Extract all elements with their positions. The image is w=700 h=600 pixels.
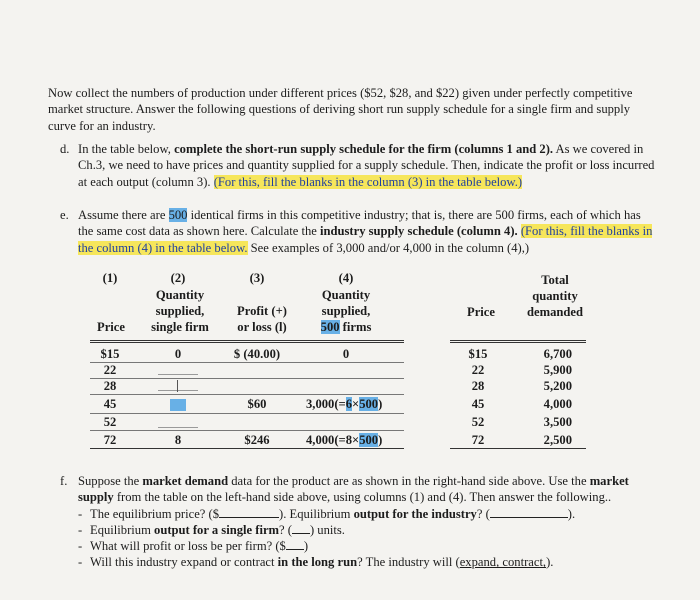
left-ind-3	[306, 397, 396, 412]
qty-blank-1	[158, 374, 198, 375]
q1-e: ).	[567, 506, 576, 521]
right-price-5: 72	[471, 433, 485, 447]
header-firms-count: 500	[320, 320, 340, 334]
left-ind-3-b: 6	[345, 397, 353, 411]
q2-b: output for a single firm	[154, 522, 280, 537]
left-ind-5	[306, 433, 396, 448]
header-qty-single-1: Quantity	[155, 288, 205, 302]
item-f-p2: data for the product are as shown in the right-hand side above. Use the	[228, 474, 590, 488]
question-long-run	[78, 554, 638, 570]
row-sep-1	[90, 362, 404, 363]
item-e-firms-highlight: 500	[168, 208, 188, 222]
left-table-top-rule-2	[90, 342, 404, 343]
q2-d: ) units.	[309, 522, 345, 537]
question-single-firm-output	[78, 522, 638, 538]
intro-paragraph	[48, 85, 648, 134]
qty-blank-2	[158, 390, 198, 391]
left-ind-5-d: 500	[359, 433, 379, 447]
profit-blank[interactable]	[286, 549, 304, 550]
right-qty-3: 4,000	[543, 397, 572, 411]
qty-tick-2	[177, 380, 178, 392]
item-f	[60, 473, 638, 571]
right-qty-0: 6,700	[543, 347, 572, 361]
item-e-highlight: (For this, fill the blanks in the column (4) in the table below.	[78, 224, 653, 255]
left-price-5: 72	[103, 433, 117, 447]
right-table-top-rule-2	[450, 342, 586, 343]
item-e-p2: identical firms in this competitive industry; that is, there are 500 firms, each of which has the same cost data as shown here. Calculate the	[78, 208, 641, 239]
left-price-4: 52	[103, 415, 117, 429]
left-ind-3-d: 500	[359, 397, 379, 411]
header-profit-2: or loss (l)	[237, 320, 287, 334]
header-price-left: Price	[97, 320, 125, 334]
item-e-p4: See examples of 3,000 and/or 4,000 in the column (4),)	[247, 240, 530, 255]
q4-a: Will this industry expand or contract	[90, 555, 278, 570]
left-table-bottom-rule	[90, 448, 404, 449]
right-table-bottom-rule	[450, 448, 586, 449]
item-d-bold: complete the short-run supply schedule for the firm (columns 1 and 2).	[174, 142, 554, 156]
item-d-label: d.	[60, 142, 70, 156]
q1-c: output for the industry	[353, 506, 477, 521]
firm-output-blank[interactable]	[292, 533, 310, 534]
col-num-3: (3)	[249, 271, 265, 285]
left-ind-5-e: )	[378, 433, 383, 447]
right-qty-5: 2,500	[543, 433, 572, 447]
col-num-4: (4)	[338, 271, 354, 285]
q4-options[interactable]: expand, contract,	[459, 555, 547, 570]
left-ind-3-c: ×	[352, 397, 360, 411]
item-f-p1: Suppose the	[78, 474, 143, 488]
question-profit-per-firm	[78, 538, 638, 554]
industry-output-blank[interactable]	[490, 517, 568, 518]
left-price-3: 45	[103, 397, 117, 411]
left-profit-3: $60	[247, 397, 267, 411]
left-qty-0: 0	[174, 347, 182, 361]
col-num-1: (1)	[102, 271, 118, 285]
header-total-3: demanded	[527, 305, 583, 319]
q3-a: What will profit or loss be per firm? ($	[90, 539, 286, 554]
question-equilibrium-price	[78, 506, 638, 522]
left-ind-3-e: )	[378, 397, 383, 411]
header-qty-single-3: single firm	[151, 320, 209, 334]
item-d-mid: As we covered in Ch.3, we need to have prices and quantity supplied for a supply schedule. Then, indicate the profit or loss incurred at each output (column 3).	[78, 142, 655, 189]
right-qty-1: 5,900	[543, 363, 572, 377]
header-total-2: quantity	[532, 289, 578, 303]
item-d-highlight: (For this, fill the blanks in the column (3) in the table below.)	[213, 174, 523, 189]
left-price-2: 28	[103, 379, 117, 393]
item-e-label: e.	[60, 208, 69, 222]
right-price-4: 52	[471, 415, 485, 429]
col-num-2: (2)	[170, 271, 186, 285]
q3-b: )	[303, 539, 309, 554]
right-price-1: 22	[471, 363, 485, 377]
right-qty-4: 3,500	[543, 415, 572, 429]
header-qty-ind-1: Quantity	[321, 288, 371, 302]
q1-d: ? (	[476, 506, 490, 521]
right-table-top-rule	[450, 340, 586, 341]
right-price-3: 45	[471, 397, 485, 411]
item-f-label: f.	[60, 474, 68, 488]
item-f-questions	[78, 506, 638, 571]
row-sep-2	[90, 378, 404, 379]
q1-b: ). Equilibrium	[279, 506, 354, 521]
q1-a: The equilibrium price? ($	[90, 506, 220, 521]
left-ind-0: 0	[342, 347, 350, 361]
q4-b: in the long run	[277, 555, 358, 570]
item-f-b1: market demand	[142, 474, 229, 488]
q2-c: ? (	[279, 522, 292, 537]
item-d	[60, 141, 658, 190]
left-qty-5: 8	[174, 433, 182, 447]
item-f-b2: market supply	[78, 474, 629, 505]
row-sep-3	[90, 394, 404, 395]
q4-e: ).	[546, 555, 554, 570]
q4-c: ? The industry will (	[357, 555, 460, 570]
header-price-right: Price	[467, 305, 495, 319]
right-qty-2: 5,200	[543, 379, 572, 393]
item-e-bold: industry supply schedule (column 4).	[320, 224, 518, 239]
header-qty-single-2: supplied,	[155, 304, 205, 318]
qty-highlight-3	[170, 399, 186, 411]
item-d-lead: In the table below,	[78, 142, 175, 156]
left-ind-5-a: 4,000(=8×	[306, 433, 360, 447]
item-e-p1: Assume there are	[78, 208, 169, 222]
intro-text: Now collect the numbers of production under different prices ($52, $28, and $22) given under perfectly competitive market structure. Answer the following questions of deriving short run supply schedule for a single firm and supply curve for an industry.	[48, 86, 633, 133]
header-total-1: Total	[541, 273, 569, 287]
row-sep-4	[90, 413, 404, 414]
qty-blank-4	[158, 427, 198, 428]
item-f-p3: from the table on the left-hand side above, using columns (1) and (4). Then answer the following..	[113, 490, 612, 505]
header-firms-label: firms	[339, 320, 372, 334]
right-price-2: 28	[471, 379, 485, 393]
row-sep-5	[90, 430, 404, 431]
left-profit-0: $ (40.00)	[233, 347, 281, 361]
header-profit-1: Profit (+)	[237, 304, 287, 318]
item-e	[60, 207, 658, 256]
right-price-0: $15	[468, 347, 488, 361]
left-ind-3-a: 3,000(=	[306, 397, 346, 411]
header-qty-ind-3	[306, 320, 386, 335]
q2-a: Equilibrium	[90, 522, 155, 537]
left-table-top-rule	[90, 340, 404, 341]
left-price-1: 22	[103, 363, 117, 377]
left-profit-5: $246	[244, 433, 270, 447]
item-f-intro	[78, 473, 638, 506]
header-qty-ind-2: supplied,	[321, 304, 371, 318]
left-price-0: $15	[100, 347, 120, 361]
price-answer-blank[interactable]	[219, 517, 279, 518]
